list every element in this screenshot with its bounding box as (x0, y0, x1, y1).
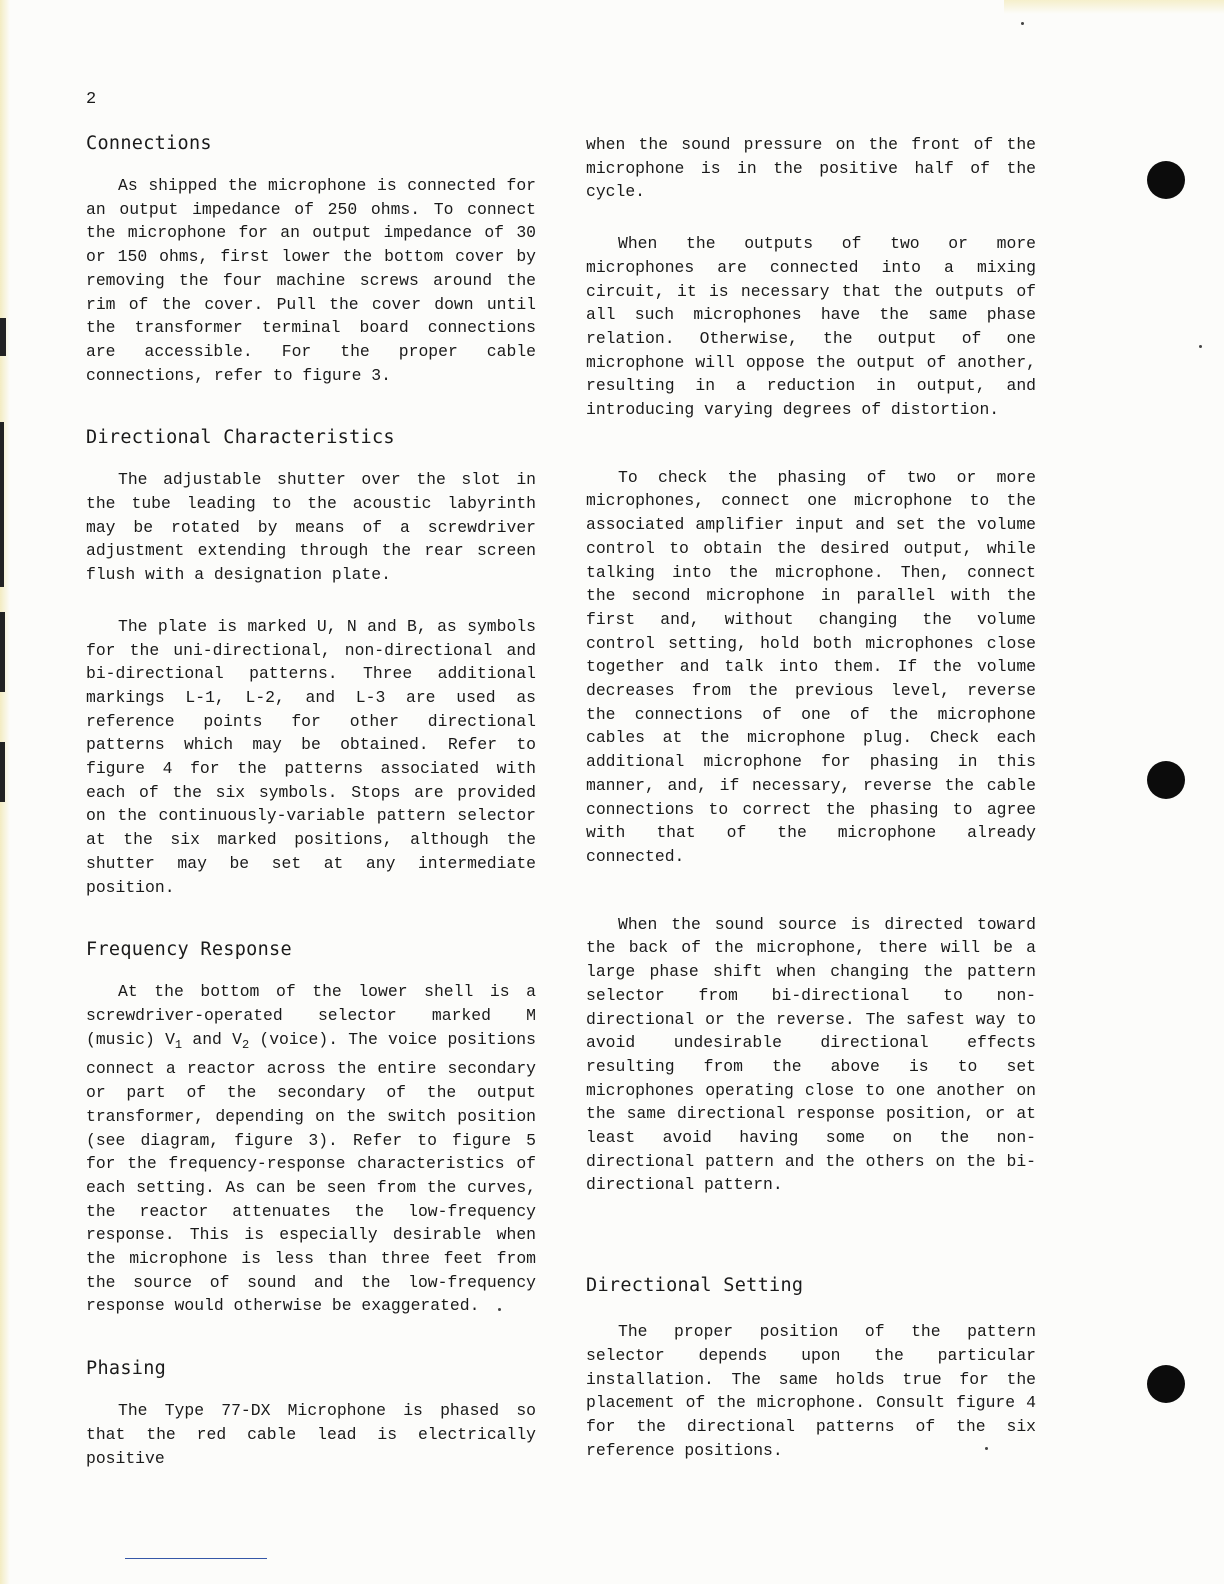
paragraph-directional-setting: The proper position of the pattern selector depends upon the particular installation. The same holds true for the placement of the microphone. Consult figure 4 for the directional patterns of the six reference positions. (586, 1322, 1036, 1460)
heading-connections: Connections (86, 133, 212, 154)
binder-hole (1147, 1365, 1185, 1403)
heading-phasing: Phasing (86, 1358, 167, 1380)
paragraph-plate-markings: The plate is marked U, N and B, as symbols for the uni-directional, non-directional and bi-directional patterns. Three additional markings L-1, L-2, and L-3 are used as reference points for other directional patterns which may be obtained. Refer to figure 4 for the patterns associated with each of the six symbols. Stops are provided on the continuously-variable pattern selector at the six marked positions, although the shutter may be set at any intermediate position. (86, 616, 536, 897)
paragraph-frequency-response (86, 980, 536, 1318)
scan-speck (985, 1447, 988, 1450)
subscript: 1 (174, 1037, 183, 1052)
left-column (86, 133, 536, 1470)
paragraph-mixing: When the outputs of two or more microphones are connected into a mixing circuit, it is necessary that the outputs of all such microphones have the same phase relation. Otherwise, the output of one microphone will oppose the output of another, resulting in a reduction in output, and introducing varying degrees of distortion. (586, 234, 1036, 420)
footer-rule (125, 1558, 267, 1559)
page-number: 2 (86, 90, 97, 109)
text-run: (voice). The voice positions connect a reactor across the entire secondary or part of the secondary of the output transformer, depending on the switch position (see diagram, figure 3). Refer to figure 5 for the frequency-response characteristics of each setting. As can be seen from the curves, the reactor attenuates the low-frequency response. This is especially desirable when the microphone is less than three feet from the source of sound and the low-frequency response would otherwise be exaggerated. (86, 1029, 536, 1316)
paragraph-phasing-continued: when the sound pressure on the front of the microphone is in the positive half of the cycle. (586, 135, 1036, 202)
paragraph-shutter: The adjustable shutter over the slot in the tube leading to the acoustic labyrinth may be rotated by means of a screwdriver adjustment extending through the rear screen flush with a designation plate. (86, 470, 536, 585)
paragraph-phasing: The Type 77-DX Microphone is phased so that the red cable lead is electrically positive (86, 1401, 536, 1468)
binder-hole (1147, 761, 1185, 799)
paragraph-phase-check: To check the phasing of two or more microphones, connect one microphone to the associated amplifier input and set the volume control to obtain the desired output, while talking into the microphone. Then, connect the second microphone in parallel with the first and, without changing the volume control setting, hold both microphones close together and talk into them. If the volume decreases from the previous level, reverse the connections of one of the microphone cables at the microphone plug. Check each additional microphone for phasing in this manner, and, if necessary, reverse the cable connections to correct the phasing to agree with that of the microphone already connected. (586, 467, 1036, 866)
paragraph-connections: As shipped the microphone is connected for an output impedance of 250 ohms. To connect the microphone for an output impedance of 30 or 150 ohms, first lower the bottom cover by removing the four machine screws around the rim of the cover. Pull the cover down until the transformer terminal board connections are accessible. For the proper cable connections, refer to figure 3. (86, 176, 536, 385)
scan-edge-mark (0, 742, 5, 802)
scan-edge-mark (0, 318, 6, 356)
heading-directional-setting: Directional Setting (586, 1275, 804, 1297)
paragraph-back-source: When the sound source is directed toward the back of the microphone, there will be a large phase shift when changing the pattern selector from bi-directional to non-directional or the reverse. The safest way to avoid undesirable directional effects resulting from the above is to set microphones operating close to one another on the same directional response position, or at least avoid having some on the non-directional pattern and the others on the bi-directional pattern. (586, 914, 1036, 1195)
scan-speck (498, 1308, 501, 1311)
scan-speck (1199, 345, 1202, 348)
text-run: and V (182, 1029, 242, 1049)
heading-directional-characteristics: Directional Characteristics (86, 427, 395, 449)
scan-edge-mark (0, 422, 4, 587)
scan-speck (1021, 22, 1024, 25)
scan-edge-mark (0, 612, 5, 692)
scan-top-tint (1004, 0, 1224, 14)
text-run: At the bottom of the lower shell is a screwdriver-operated selector marked M (music) V (86, 982, 536, 1049)
right-column (586, 133, 1036, 1462)
binder-hole (1147, 161, 1185, 199)
subscript: 2 (241, 1037, 250, 1052)
heading-frequency-response: Frequency Response (86, 939, 292, 961)
